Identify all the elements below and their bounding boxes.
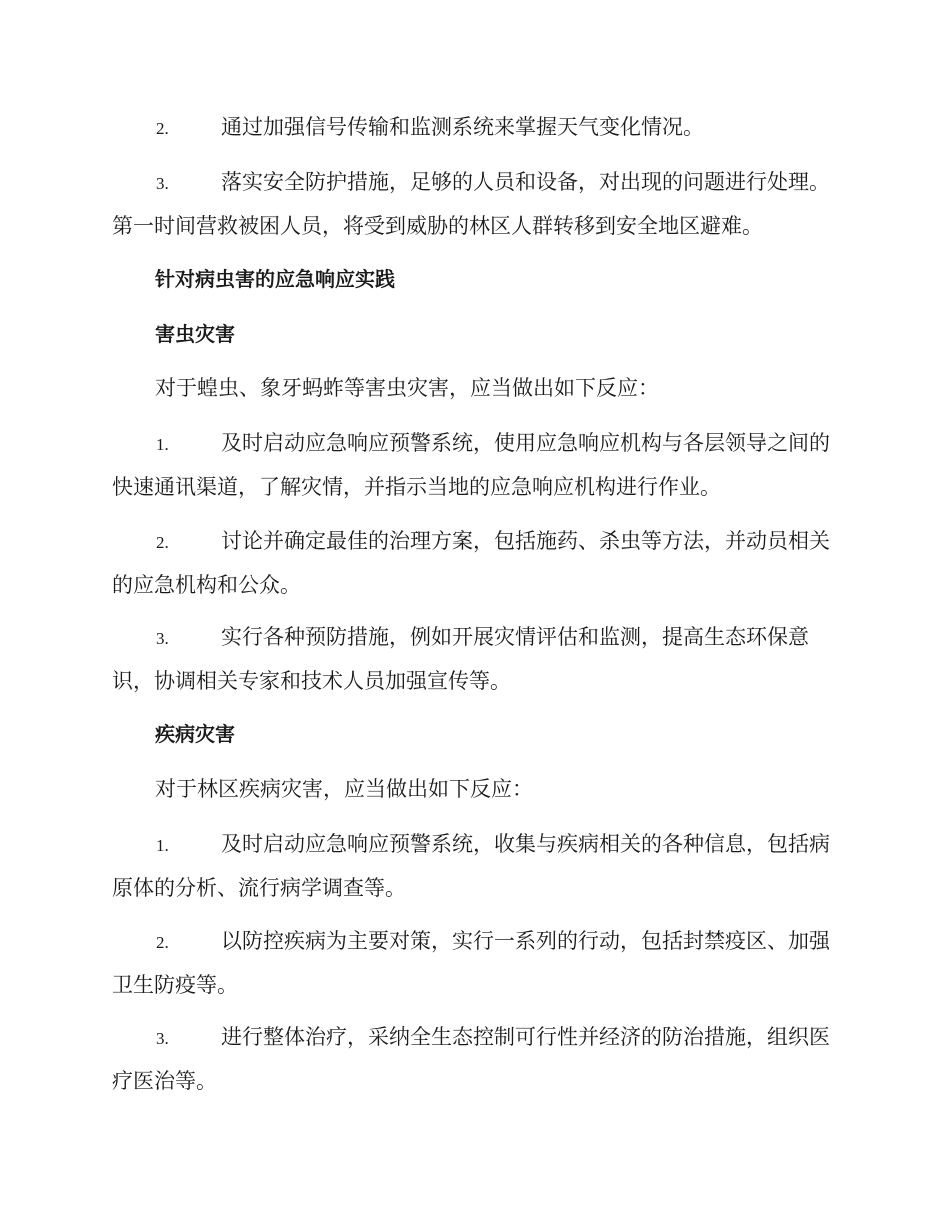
subsection-heading: 害虫灾害 bbox=[155, 322, 235, 346]
list-number: 1. bbox=[156, 836, 169, 855]
list-item bbox=[112, 616, 836, 703]
list-item bbox=[112, 1016, 836, 1103]
list-text: 实行各种预防措施，例如开展灾情评估和监测，提高生态环保意识，协调相关专家和技术人员加强宣传等。 bbox=[112, 625, 809, 693]
intro-paragraph: 对于蝗虫、象牙蚂蚱等害虫灾害，应当做出如下反应： bbox=[155, 376, 659, 400]
section-heading: 针对病虫害的应急响应实践 bbox=[155, 267, 395, 291]
list-text: 落实安全防护措施，足够的人员和设备，对出现的问题进行处理。第一时间营救被困人员，将受到威胁的林区人群转移到安全地区避难。 bbox=[112, 170, 830, 238]
list-text: 进行整体治疗，采纳全生态控制可行性并经济的防治措施，组织医疗医治等。 bbox=[112, 1025, 830, 1093]
intro-paragraph: 对于林区疾病灾害，应当做出如下反应： bbox=[155, 777, 533, 801]
list-text: 以防控疾病为主要对策，实行一系列的行动，包括封禁疫区、加强卫生防疫等。 bbox=[112, 929, 830, 997]
list-text: 讨论并确定最佳的治理方案，包括施药、杀虫等方法，并动员相关的应急机构和公众。 bbox=[112, 529, 830, 597]
list-text: 通过加强信号传输和监测系统来掌握天气变化情况。 bbox=[221, 115, 704, 139]
list-number: 3. bbox=[156, 1029, 169, 1048]
list-text: 及时启动应急响应预警系统，收集与疾病相关的各种信息，包括病原体的分析、流行病学调查等。 bbox=[112, 832, 830, 900]
list-item bbox=[112, 422, 836, 509]
list-text: 及时启动应急响应预警系统，使用应急响应机构与各层领导之间的快速通讯渠道，了解灾情，并指示当地的应急响应机构进行作业。 bbox=[112, 431, 830, 499]
list-number: 2. bbox=[156, 933, 169, 952]
subsection-heading: 疾病灾害 bbox=[155, 722, 235, 746]
list-item bbox=[112, 920, 836, 1007]
list-number: 1. bbox=[156, 435, 169, 454]
list-number: 2. bbox=[156, 119, 169, 138]
list-item bbox=[112, 823, 836, 910]
list-item bbox=[112, 520, 836, 607]
list-item bbox=[112, 161, 836, 248]
list-number: 2. bbox=[156, 533, 169, 552]
list-number: 3. bbox=[156, 174, 169, 193]
list-number: 3. bbox=[156, 629, 169, 648]
list-item bbox=[112, 106, 836, 150]
